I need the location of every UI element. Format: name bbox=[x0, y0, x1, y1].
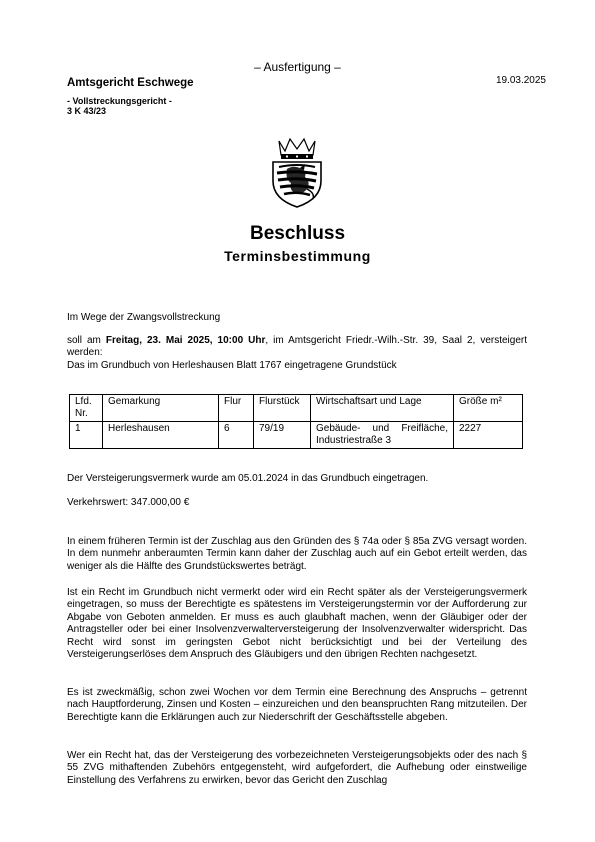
document-title: Beschluss bbox=[249, 223, 346, 244]
grundstueck-table bbox=[69, 394, 523, 449]
intro-text: Im Wege der Zwangsvollstreckung bbox=[67, 312, 221, 323]
document-subtitle: Terminsbestimmung bbox=[224, 248, 371, 264]
appointment-suffix: , im Amtsgericht Friedr.-Wilh.-Str. 39, Saal 2, versteigert werden: bbox=[67, 335, 527, 359]
hesse-coat-of-arms-icon bbox=[267, 137, 327, 209]
header-gemarkung: Gemarkung bbox=[103, 395, 219, 422]
cell-lfd-nr: 1 bbox=[70, 422, 103, 449]
cell-flurstueck: 79/19 bbox=[254, 422, 311, 449]
cell-groesse: 2227 bbox=[454, 422, 523, 449]
zuschlag-paragraph: In einem früheren Termin ist der Zuschlag aus den Gründen des § 74a oder § 85a ZVG versagt worden. In dem nunmehr anberaumten Termin kann daher der Zuschlag auch auf ein Gebot erteilt werden, das weniger als die Hälfte des Grundstückswertes beträgt. bbox=[67, 536, 527, 572]
verkehrswert-text: Verkehrswert: 347.000,00 € bbox=[67, 497, 190, 508]
vermerk-text: Der Versteigerungsvermerk wurde am 05.01.2024 in das Grundbuch eingetragen. bbox=[67, 473, 429, 484]
wer-paragraph: Wer ein Recht hat, das der Versteigerung des vorbezeichneten Versteigerungsobjekts oder des nach § 55 ZVG mithaftenden Zubehörs entgegensteht, wird aufgefordert, die Aufhebung oder einstweilige Einstellung des Verfahrens zu erwirken, bevor das Gericht den Zuschlag bbox=[67, 750, 527, 786]
appointment-prefix: soll am bbox=[67, 335, 101, 346]
cell-gemarkung: Herleshausen bbox=[103, 422, 219, 449]
recht-paragraph: Ist ein Recht im Grundbuch nicht vermerkt oder wird ein Recht später als der Versteigerungsvermerk eingetragen, so muss der Berechtigte es spätestens im Versteigerungstermin vor der Aufforderung zur Abgabe von Geboten anmelden. Er muss es auch glaubhaft machen, wenn der Gläubiger oder der Antragsteller oder bei einer Insolvenzverwalterversteigerung der Insolvenzverwalter widerspricht. Das Recht wird sonst im geringsten Gebot nicht berücksichtigt und bei der Verteilung des Versteigerungserlöses dem Anspruch des Gläubigers und den übrigen Rechten nachgesetzt. bbox=[67, 587, 527, 661]
header-groesse: Größe m² bbox=[454, 395, 523, 422]
appointment-line2: Das im Grundbuch von Herleshausen Blatt 1767 eingetragene Grundstück bbox=[67, 359, 397, 371]
cell-wirtschaftsart: Gebäude- und Freifläche, Industriestraße 3 bbox=[311, 422, 454, 449]
court-name: Amtsgericht Eschwege bbox=[67, 77, 194, 89]
cell-flur: 6 bbox=[219, 422, 254, 449]
header-flur: Flur bbox=[219, 395, 254, 422]
zweckmaessig-paragraph: Es ist zweckmäßig, schon zwei Wochen vor dem Termin eine Berechnung des Anspruchs – getrennt nach Hauptforderung, Zinsen und Kosten – einzureichen und den beanspruchten Rang mitzuteilen. Der Berechtigte kann die Erklärungen auch zur Niederschrift der Geschäftsstelle abgeben. bbox=[67, 687, 527, 723]
appointment-date-time: Freitag, 23. Mai 2025, 10:00 Uhr bbox=[105, 335, 266, 346]
header-lfd-nr: Lfd. Nr. bbox=[70, 395, 103, 422]
court-department: - Vollstreckungsgericht - bbox=[67, 96, 172, 106]
table-row bbox=[70, 422, 523, 449]
document-date: 19.03.2025 bbox=[495, 75, 546, 86]
ausfertigung-label: – Ausfertigung – bbox=[254, 60, 341, 74]
table-header-row bbox=[70, 395, 523, 422]
header-flurstueck: Flurstück bbox=[254, 395, 311, 422]
appointment-text bbox=[67, 335, 527, 372]
header-wirtschaftsart: Wirtschaftsart und Lage bbox=[311, 395, 454, 422]
file-number: 3 K 43/23 bbox=[67, 106, 107, 116]
